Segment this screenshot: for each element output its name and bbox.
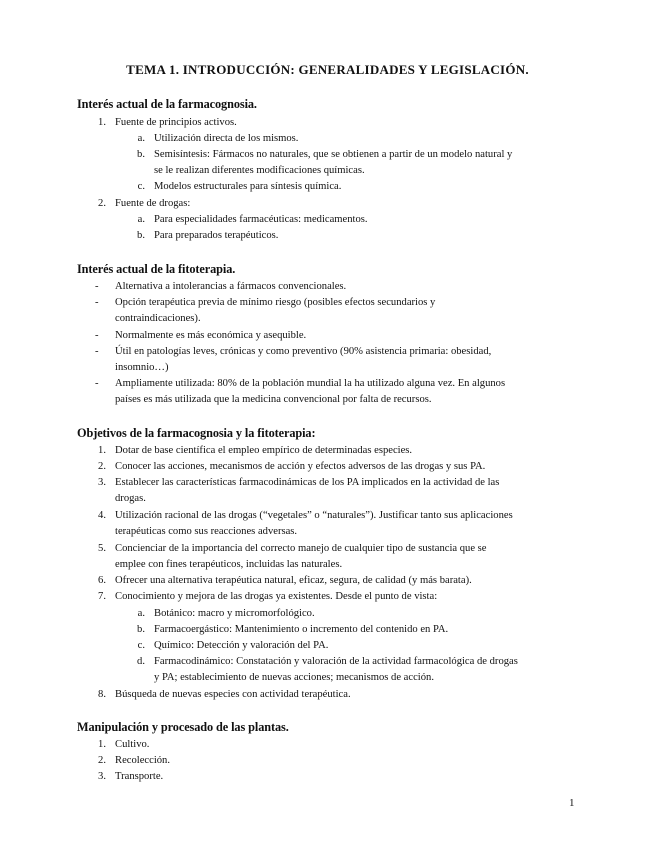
list-item-text: Cultivo. (115, 739, 150, 750)
list-marker: - (95, 297, 99, 308)
list-item-text: Farmacodinámico: Constatación y valoración de la actividad farmacológica de drogas y PA; establecimiento de nuevas acciones; mecanismos de acción. (154, 656, 518, 684)
list-marker: b. (137, 624, 145, 635)
list-item-text: Conocer las acciones, mecanismos de acción y efectos adversos de las drogas y sus PA. (115, 461, 486, 472)
list-item-text: Fuente de principios activos. (115, 117, 237, 128)
list-item-text: Dotar de base científica el empleo empírico de determinadas especies. (115, 445, 413, 456)
list-item-text: Utilización directa de los mismos. (154, 133, 299, 144)
section-heading-manipulacion: Manipulación y procesado de las plantas. (77, 720, 289, 734)
list-marker: c. (137, 181, 145, 192)
list-marker: - (95, 346, 99, 357)
list-item-text: Fuente de drogas: (115, 198, 191, 209)
list-marker: 3. (98, 771, 106, 782)
list-item-text: Para preparados terapéuticos. (154, 230, 279, 241)
section-heading-fitoterapia: Interés actual de la fitoterapia. (77, 262, 236, 276)
list-marker: 2. (98, 461, 106, 472)
page-number: 1 (569, 797, 575, 809)
list-item-text: Conocimiento y mejora de las drogas ya existentes. Desde el punto de vista: (115, 591, 438, 602)
list-marker: - (95, 330, 99, 341)
list-item-text: Opción terapéutica previa de mínimo riesgo (posibles efectos secundarios y contraindicaciones). (115, 297, 436, 325)
list-item-text: Búsqueda de nuevas especies con actividad terapéutica. (115, 689, 351, 700)
list-item-text: Ofrecer una alternativa terapéutica natural, eficaz, segura, de calidad (y más barata). (115, 575, 472, 586)
list-marker: 1. (98, 739, 106, 750)
list-marker: b. (137, 149, 145, 160)
list-marker: 2. (98, 198, 106, 209)
list-item-text: Botánico: macro y micromorfológico. (154, 608, 315, 619)
list-item-text: Útil en patologías leves, crónicas y como preventivo (90% asistencia primaria: obesidad, insomnio…) (115, 346, 492, 374)
list-marker: 8. (98, 689, 106, 700)
list-marker: a. (137, 608, 145, 619)
list-marker: d. (137, 656, 145, 667)
list-marker: a. (137, 214, 145, 225)
page-title: TEMA 1. INTRODUCCIÓN: GENERALIDADES Y LEGISLACIÓN. (126, 62, 529, 77)
list-item-text: Establecer las características farmacodinámicas de los PA implicados en la actividad de las drogas. (115, 477, 500, 505)
list-marker: 7. (98, 591, 106, 602)
list-item-text: Químico: Detección y valoración del PA. (154, 640, 329, 651)
list-marker: - (95, 281, 99, 292)
list-item-text: Transporte. (115, 771, 164, 782)
list-item-text: Utilización racional de las drogas (“vegetales” o “naturales”). Justificar tanto sus aplicaciones terapéuticas como sus reacciones adversas. (115, 510, 513, 538)
list-marker: - (95, 378, 99, 389)
section-heading-farmacognosia: Interés actual de la farmacognosia. (77, 97, 257, 111)
list-marker: a. (137, 133, 145, 144)
list-marker: 6. (98, 575, 106, 586)
list-marker: c. (137, 640, 145, 651)
list-item-text: Ampliamente utilizada: 80% de la población mundial la ha utilizado alguna vez. En algunos países es más utilizada que la medicina convencional por falta de recursos. (115, 378, 506, 406)
list-item-text: Farmacoergástico: Mantenimiento o incremento del contenido en PA. (154, 624, 449, 635)
list-item-text: Para especialidades farmacéuticas: medicamentos. (154, 214, 368, 225)
list-marker: 5. (98, 543, 106, 554)
list-marker: 1. (98, 117, 106, 128)
section-heading-objetivos: Objetivos de la farmacognosia y la fitoterapia: (77, 426, 316, 440)
list-item-text: Concienciar de la importancia del correcto manejo de cualquier tipo de sustancia que se emplee con fines terapéuticos, incluidas las naturales. (115, 543, 487, 571)
list-item-text: Modelos estructurales para síntesis química. (154, 181, 342, 192)
list-marker: b. (137, 230, 145, 241)
list-marker: 2. (98, 755, 106, 766)
list-marker: 4. (98, 510, 106, 521)
list-item-text: Recolección. (115, 755, 171, 766)
list-item-text: Semisíntesis: Fármacos no naturales, que se obtienen a partir de un modelo natural y se le realizan diferentes modificaciones químicas. (154, 149, 513, 177)
list-item-text: Alternativa a intolerancias a fármacos convencionales. (115, 281, 347, 292)
list-marker: 1. (98, 445, 106, 456)
list-item-text: Normalmente es más económica y asequible. (115, 330, 307, 341)
list-marker: 3. (98, 477, 106, 488)
